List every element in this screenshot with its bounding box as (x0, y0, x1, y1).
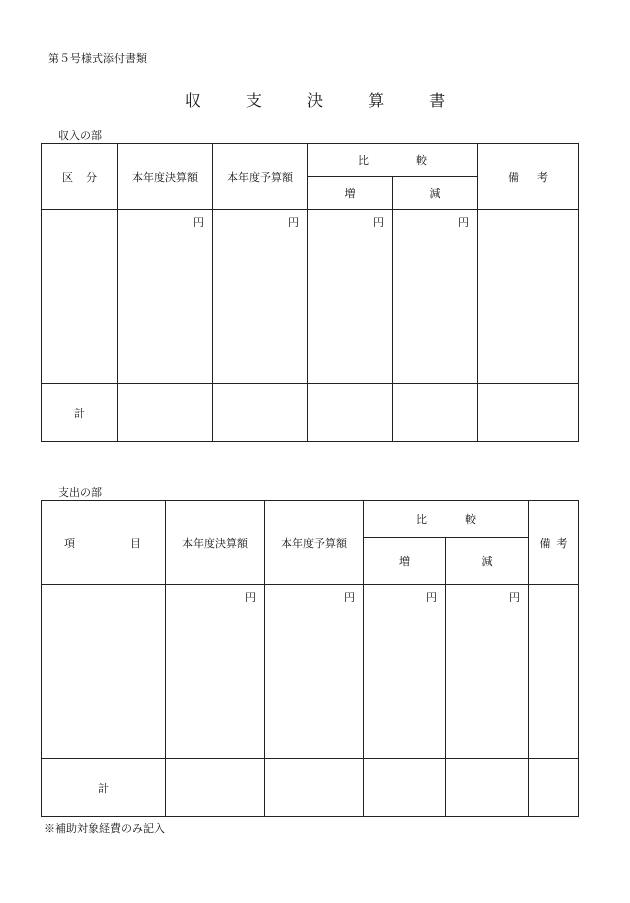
total-cell (478, 384, 579, 442)
body-cell-remarks (529, 585, 579, 759)
total-cell (446, 759, 529, 817)
header-budget: 本年度予算額 (265, 501, 364, 585)
header-actual: 本年度決算額 (118, 144, 213, 210)
total-cell (308, 384, 393, 442)
total-label: 計 (42, 759, 166, 817)
unit-cell: 円 (364, 585, 446, 759)
total-cell (213, 384, 308, 442)
unit-cell: 円 (265, 585, 364, 759)
expense-table (41, 500, 579, 817)
header-compare: 比 較 (364, 501, 529, 538)
header-budget: 本年度予算額 (213, 144, 308, 210)
unit-cell: 円 (213, 210, 308, 384)
total-cell (364, 759, 446, 817)
header-remarks: 備 考 (478, 144, 579, 210)
body-cell-item (42, 585, 166, 759)
total-cell (118, 384, 213, 442)
total-cell (166, 759, 265, 817)
expense-section-label: 支出の部 (58, 486, 102, 499)
body-cell-remarks (478, 210, 579, 384)
header-item: 項 目 (42, 501, 166, 585)
header-remarks: 備 考 (529, 501, 579, 585)
header-decrease: 減 (393, 177, 478, 210)
unit-cell: 円 (308, 210, 393, 384)
income-section-label: 収入の部 (58, 129, 102, 142)
unit-cell: 円 (118, 210, 213, 384)
header-decrease: 減 (446, 538, 529, 585)
unit-cell: 円 (446, 585, 529, 759)
header-category: 区 分 (42, 144, 118, 210)
total-cell (529, 759, 579, 817)
header-actual: 本年度決算額 (166, 501, 265, 585)
header-increase: 増 (308, 177, 393, 210)
unit-cell: 円 (393, 210, 478, 384)
body-cell-category (42, 210, 118, 384)
footnote: ※補助対象経費のみ記入 (44, 822, 165, 835)
income-table (41, 143, 579, 442)
document-title: 収 支 決 算 書 (184, 91, 466, 110)
form-reference: 第５号様式添付書類 (48, 52, 147, 65)
header-compare: 比 較 (308, 144, 478, 177)
unit-cell: 円 (166, 585, 265, 759)
total-cell (393, 384, 478, 442)
total-label: 計 (42, 384, 118, 442)
header-increase: 増 (364, 538, 446, 585)
total-cell (265, 759, 364, 817)
